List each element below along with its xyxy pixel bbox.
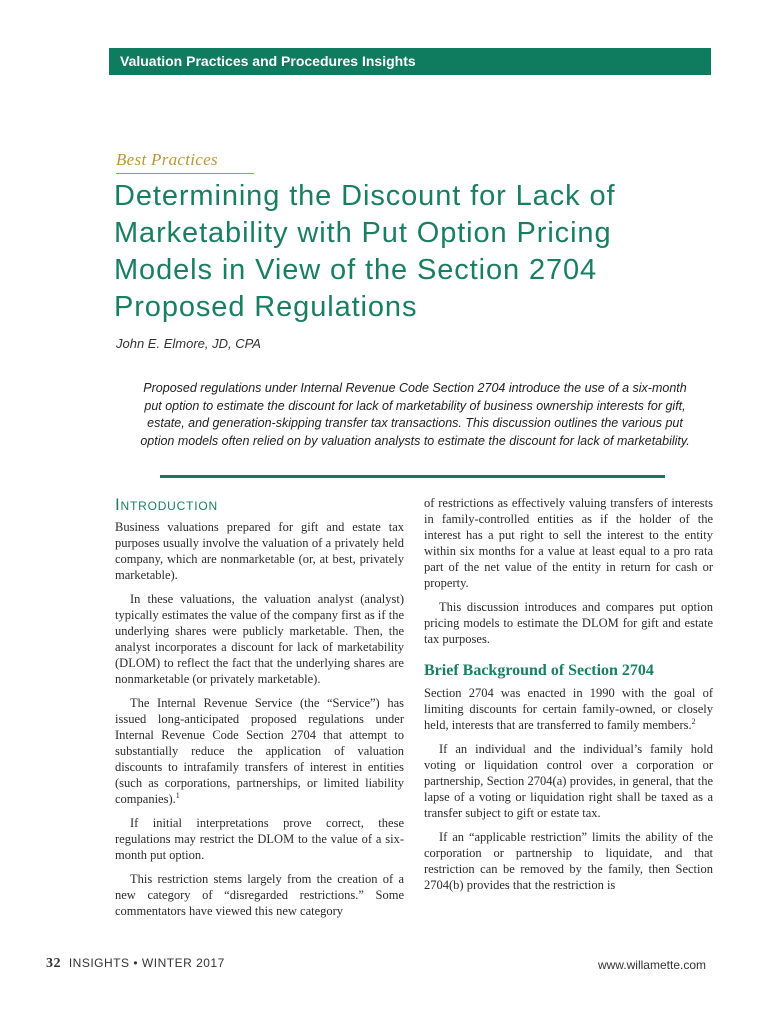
footnote-ref: 2 [691,716,696,726]
footnote-ref: 1 [175,790,180,800]
page-number: 32 [46,956,61,971]
publication-header-bar [109,48,711,75]
paragraph: This discussion introduces and compares put option pricing models to estimate the DLOM for gift and estate tax purposes. [424,600,713,646]
section-label-rule [116,173,254,174]
article-title: Determining the Discount for Lack of Marketability with Put Option Pricing Models in View of the Section 2704 Proposed Regulations [114,180,616,323]
paragraph: If an “applicable restriction” limits the ability of the corporation or partnership to liquidate, and that restriction can be removed by the family, then Section 2704(b) provides that the restriction is [424,830,713,892]
paragraph: In these valuations, the valuation analyst (analyst) typically estimates the value of the company first as if the underlying shares were publicly marketable. Then, the analyst incorporates a discount for lack of marketability (DLOM) to reflect the fact that the underlying shares are nonmarketable (or privately marketable). [115,592,404,686]
introduction-heading: Introduction [115,495,218,514]
page-footer-left [46,956,225,972]
paragraph: Business valuations prepared for gift and estate tax purposes usually involve the valuation of a privately held company, which are nonmarketable (or, at best, privately marketable). [115,520,404,582]
paragraph: This restriction stems largely from the creation of a new category of “disregarded restrictions.” Some commentators have viewed this new category [115,872,404,918]
abstract-divider [160,475,665,478]
paragraph: If an individual and the individual’s family hold voting or liquidation control over a corporation or partnership, Section 2704(a) provides, in general, that the lapse of a voting or liquidation right shall be taxed as a transfer subject to gift or estate tax. [424,742,713,820]
footer-separator: • [133,956,139,970]
left-column [115,495,404,927]
right-column [424,495,713,901]
article-abstract: Proposed regulations under Internal Revenue Code Section 2704 introduce the use of a six-month put option to estimate the discount for lack of marketability of business ownership interests for gift, estate, and generation-skipping transfer tax transactions. This discussion outlines the various put option models often relied on by valuation analysts to estimate the discount for lack of marketability. [140,381,690,448]
paragraph: of restrictions as effectively valuing transfers of interests in family-controlled entities as if the holder of the interest has a put right to sell the interest to the entity within six months for a value at least equal to a pro rata part of the net value of the entity in return for cash or property. [424,496,713,590]
paragraph: Section 2704 was enacted in 1990 with the goal of limiting discounts for certain family-owned, or closely held, interests that are transferred to family members.$^2$ [424,686,713,732]
publication-name: INSIGHTS [68,956,130,970]
website-link[interactable]: www.willamette.com [597,958,706,972]
background-heading: Brief Background of Section 2704 [424,662,654,679]
issue-date: WINTER 2017 [141,956,225,970]
paragraph: If initial interpretations prove correct, these regulations may restrict the DLOM to the value of a six-month put option. [115,816,404,862]
section-label: Best Practices [116,150,218,169]
author-byline: John E. Elmore, JD, CPA [116,336,261,351]
paragraph: The Internal Revenue Service (the “Service”) has issued long-anticipated proposed regulations under Internal Revenue Code Section 2704 that attempt to substantially reduce the application of valuation discounts to intrafamily transfers of interest in entities (such as corporations, partnerships, or limited liability companies).$^1$ [115,696,404,806]
header-text: Valuation Practices and Procedures Insights [120,53,416,69]
